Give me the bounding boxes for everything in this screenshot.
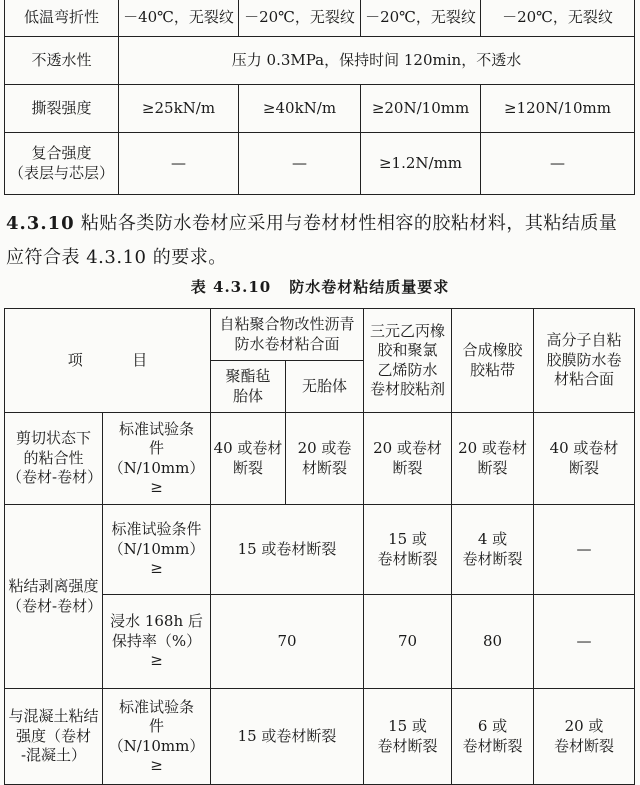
table-row <box>5 505 635 595</box>
header-line: 胶粘带 <box>470 360 516 379</box>
item-line: -混凝土） <box>20 746 87 765</box>
header-line: 合成橡胶 <box>462 341 523 359</box>
row-label: 不透水性 <box>5 37 119 85</box>
item-line: 粘结剥离强度 <box>8 577 99 595</box>
table-cell: 80 <box>452 595 534 689</box>
header-item-char: 目 <box>132 350 148 369</box>
table-row <box>5 413 635 505</box>
table-cell <box>211 413 286 505</box>
header-line: 聚酯毡 <box>225 367 271 385</box>
header-item-char: 项 <box>67 350 83 369</box>
header-line: 高分子自粘 <box>546 331 622 350</box>
cond-line: 标准试验条 <box>118 697 194 716</box>
cell-line: 断裂 <box>232 458 263 477</box>
table-cell: 压力 0.3MPa，保持时间 120min，不透水 <box>119 37 635 85</box>
cond-line: 保持率（%） <box>111 631 202 650</box>
cell-line: 20 或卷 <box>297 439 352 457</box>
row-label: 撕裂强度 <box>5 85 119 133</box>
row-condition <box>103 505 211 595</box>
section-paragraph <box>6 207 634 275</box>
header-col2 <box>364 309 452 413</box>
header-col1a <box>211 361 286 413</box>
item-line: （卷材-卷材） <box>7 468 103 487</box>
cell-line: 卷材断裂 <box>377 549 438 568</box>
table-cell: — <box>534 505 635 595</box>
cond-line: 标准试验条 <box>118 419 194 438</box>
adhesion-quality-table <box>4 308 635 785</box>
section-number: 4.3.10 <box>6 213 75 234</box>
table-row <box>5 85 635 133</box>
cell-line: 卷材断裂 <box>462 549 523 568</box>
header-col4 <box>534 309 635 413</box>
row-item <box>5 505 103 689</box>
table-cell <box>534 413 635 505</box>
item-line: （卷材-卷材） <box>7 596 103 615</box>
cell-line: 断裂 <box>392 458 423 477</box>
cell-line: 6 或 <box>477 717 508 735</box>
row-condition <box>103 689 211 785</box>
cell-line: 20 或 <box>564 717 604 735</box>
table-cell <box>364 689 452 785</box>
table-cell: 15 或卷材断裂 <box>211 689 364 785</box>
table-row <box>5 689 635 785</box>
row-condition <box>103 595 211 689</box>
header-col1 <box>211 309 364 361</box>
table-cell: — <box>534 595 635 689</box>
table-cell <box>364 413 452 505</box>
cell-line: 断裂 <box>569 458 600 477</box>
table-caption <box>0 276 640 297</box>
caption-title: 防水卷材粘结质量要求 <box>289 278 450 296</box>
cond-line: ≥ <box>150 478 163 496</box>
table-cell <box>286 413 364 505</box>
header-line: 胎体 <box>232 386 263 405</box>
header-line: 防水卷材粘合面 <box>234 334 340 353</box>
item-line: 的粘合性 <box>23 448 84 467</box>
item-line: 与混凝土粘结 <box>8 707 99 726</box>
cell-line: 15 或 <box>388 530 427 548</box>
cell-line: 20 或卷材 <box>373 439 442 457</box>
cell-line: 4 或 <box>477 530 508 548</box>
cell-line: 断裂 <box>477 458 508 477</box>
row-label: 低温弯折性 <box>5 0 119 37</box>
table-cell: 70 <box>211 595 364 689</box>
table-cell: — <box>481 133 635 195</box>
item-line: 强度（卷材 <box>15 726 91 745</box>
material-properties-table <box>4 0 635 195</box>
row-item <box>5 689 103 785</box>
header-col1b: 无胎体 <box>286 361 364 413</box>
table-cell: ≥120N/10mm <box>481 85 635 133</box>
table-cell: 70 <box>364 595 452 689</box>
header-line: 胶和聚氯 <box>377 341 438 359</box>
table-cell <box>452 505 534 595</box>
cell-line: 卷材断裂 <box>462 736 523 755</box>
cond-line: 件（N/10mm） <box>108 717 205 755</box>
item-line: 剪切状态下 <box>15 429 91 448</box>
cell-line: 20 或卷材 <box>458 439 527 457</box>
cond-line: ≥ <box>150 756 163 774</box>
table-cell: －20℃，无裂纹 <box>239 0 361 37</box>
table-cell: ≥20N/10mm <box>361 85 481 133</box>
table-cell: －20℃，无裂纹 <box>481 0 635 37</box>
table-cell: －20℃，无裂纹 <box>361 0 481 37</box>
table-cell: — <box>239 133 361 195</box>
label-line: （表层与芯层） <box>8 163 114 182</box>
cond-line: 浸水 168h 后 <box>110 612 203 631</box>
header-col3 <box>452 309 534 413</box>
table-cell <box>452 413 534 505</box>
cell-line: 卷材断裂 <box>377 736 438 755</box>
table-row <box>5 133 635 195</box>
caption-number: 表 4.3.10 <box>190 278 272 296</box>
table-cell <box>534 689 635 785</box>
table-cell: — <box>119 133 239 195</box>
table-cell: 15 或卷材断裂 <box>211 505 364 595</box>
cell-line: 40 或卷材 <box>213 439 283 457</box>
cond-line: 标准试验条件 <box>111 520 202 539</box>
cell-line: 材断裂 <box>302 458 348 477</box>
table-cell <box>364 505 452 595</box>
cell-line: 15 或 <box>388 717 427 735</box>
section-text: 粘贴各类防水卷材应采用与卷材材性相容的胶粘材料，其粘结质量应符合表 4.3.10 的要求。 <box>6 213 618 268</box>
table-cell: －40℃，无裂纹 <box>119 0 239 37</box>
header-line: 乙烯防水 <box>377 360 438 379</box>
table-cell: ≥25kN/m <box>119 85 239 133</box>
header-row <box>5 309 635 361</box>
table-cell: ≥40kN/m <box>239 85 361 133</box>
cond-line: 件（N/10mm） <box>108 439 205 477</box>
cell-line: 卷材断裂 <box>554 736 615 755</box>
header-line: 胶膜防水卷 <box>546 350 622 369</box>
cell-line: 40 或卷材 <box>549 439 619 457</box>
label-line: 复合强度 <box>31 144 92 162</box>
table-row <box>5 37 635 85</box>
header-line: 自粘聚合物改性沥青 <box>219 315 355 333</box>
row-condition <box>103 413 211 505</box>
table-cell: ≥1.2N/mm <box>361 133 481 195</box>
row-item <box>5 413 103 505</box>
header-item <box>5 309 211 413</box>
cond-line: ≥ <box>150 651 163 670</box>
cond-line: （N/10mm） <box>108 539 205 558</box>
header-line: 卷材胶粘剂 <box>370 380 446 398</box>
header-line: 材粘合面 <box>554 370 615 389</box>
row-label <box>5 133 119 195</box>
table-row <box>5 0 635 37</box>
cond-line: ≥ <box>150 559 163 578</box>
table-cell <box>452 689 534 785</box>
header-line: 三元乙丙橡 <box>370 321 446 340</box>
